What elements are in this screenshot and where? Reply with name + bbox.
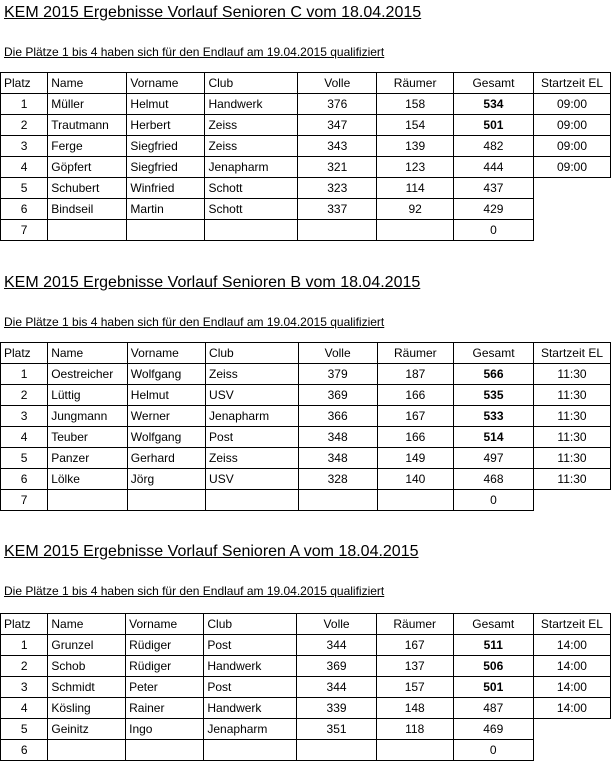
cell-volle: 323 xyxy=(298,178,377,199)
cell-raeumer: 123 xyxy=(377,157,454,178)
cell-name: Schubert xyxy=(48,178,127,199)
cell-gesamt: 482 xyxy=(453,136,533,157)
cell-raeumer: 157 xyxy=(376,677,453,698)
section-title: KEM 2015 Ergebnisse Vorlauf Senioren C vom 18.04.2015 xyxy=(4,4,422,21)
cell-club: Zeiss xyxy=(205,115,298,136)
qualification-note: Die Plätze 1 bis 4 haben sich für den Endlauf am 19.04.2015 qualifiziert xyxy=(4,584,385,598)
section-title: KEM 2015 Ergebnisse Vorlauf Senioren A vom 18.04.2015 xyxy=(4,543,419,560)
table-row xyxy=(1,220,611,241)
cell-gesamt: 0 xyxy=(453,220,533,241)
table-row xyxy=(1,364,611,385)
cell-raeumer xyxy=(377,490,453,511)
cell-volle: 328 xyxy=(298,469,377,490)
cell-gesamt: 535 xyxy=(454,385,534,406)
cell-platz: 5 xyxy=(1,448,48,469)
header-startzeit: Startzeit EL xyxy=(533,343,610,364)
cell-club: Zeiss xyxy=(206,448,299,469)
cell-startzeit: 14:00 xyxy=(533,656,610,677)
cell-raeumer: 166 xyxy=(377,427,453,448)
cell-startzeit: 14:00 xyxy=(533,635,610,656)
table-row xyxy=(1,385,611,406)
table-row xyxy=(1,740,611,761)
cell-vorname: Martin xyxy=(127,199,205,220)
table-row xyxy=(1,469,611,490)
cell-platz: 4 xyxy=(1,698,48,719)
header-raeumer: Räumer xyxy=(377,73,454,94)
cell-raeumer: 148 xyxy=(376,698,453,719)
qualification-note: Die Plätze 1 bis 4 haben sich für den Endlauf am 19.04.2015 qualifiziert xyxy=(4,315,385,329)
header-row xyxy=(1,614,611,635)
cell-startzeit xyxy=(533,740,610,761)
table-row xyxy=(1,719,611,740)
cell-gesamt: 497 xyxy=(454,448,534,469)
cell-volle: 321 xyxy=(298,157,377,178)
cell-volle: 369 xyxy=(297,656,377,677)
cell-club xyxy=(206,490,299,511)
cell-volle xyxy=(298,220,377,241)
cell-vorname: Wolfgang xyxy=(127,427,205,448)
cell-platz: 1 xyxy=(1,94,48,115)
cell-gesamt: 0 xyxy=(453,740,533,761)
cell-gesamt: 533 xyxy=(454,406,534,427)
cell-raeumer: 92 xyxy=(377,199,454,220)
table-row xyxy=(1,115,611,136)
qualification-note: Die Plätze 1 bis 4 haben sich für den Endlauf am 19.04.2015 qualifiziert xyxy=(4,45,385,59)
cell-name: Schob xyxy=(48,656,126,677)
cell-raeumer: 139 xyxy=(377,136,454,157)
results-table xyxy=(0,613,611,761)
cell-vorname: Winfried xyxy=(127,178,205,199)
header-platz: Platz xyxy=(1,73,48,94)
cell-gesamt: 0 xyxy=(454,490,534,511)
cell-name xyxy=(48,490,128,511)
cell-platz: 7 xyxy=(1,220,48,241)
header-volle: Volle xyxy=(297,614,377,635)
cell-gesamt: 444 xyxy=(453,157,533,178)
cell-volle: 344 xyxy=(297,635,377,656)
cell-name xyxy=(48,220,127,241)
cell-platz: 2 xyxy=(1,656,48,677)
cell-volle: 339 xyxy=(297,698,377,719)
results-table xyxy=(0,342,611,511)
section-title: KEM 2015 Ergebnisse Vorlauf Senioren B vom 18.04.2015 xyxy=(4,274,421,291)
cell-gesamt: 501 xyxy=(453,677,533,698)
cell-club: Schott xyxy=(205,178,298,199)
cell-vorname: Rüdiger xyxy=(126,635,204,656)
header-volle: Volle xyxy=(298,73,377,94)
cell-name: Bindseil xyxy=(48,199,127,220)
cell-platz: 3 xyxy=(1,136,48,157)
cell-volle: 348 xyxy=(298,448,377,469)
cell-name: Ferge xyxy=(48,136,127,157)
table-row xyxy=(1,157,611,178)
cell-name: Schmidt xyxy=(48,677,126,698)
cell-raeumer: 140 xyxy=(377,469,453,490)
cell-volle: 337 xyxy=(298,199,377,220)
cell-club: Zeiss xyxy=(205,136,298,157)
table-row xyxy=(1,677,611,698)
cell-startzeit: 09:00 xyxy=(533,157,610,178)
cell-gesamt: 501 xyxy=(453,115,533,136)
cell-gesamt: 487 xyxy=(453,698,533,719)
cell-startzeit: 09:00 xyxy=(533,115,610,136)
header-raeumer: Räumer xyxy=(377,343,453,364)
cell-name: Geinitz xyxy=(48,719,126,740)
cell-vorname xyxy=(127,220,205,241)
cell-platz: 6 xyxy=(1,469,48,490)
cell-volle: 344 xyxy=(297,677,377,698)
table-row xyxy=(1,178,611,199)
cell-name: Oestreicher xyxy=(48,364,128,385)
cell-gesamt: 534 xyxy=(453,94,533,115)
header-club: Club xyxy=(205,73,298,94)
cell-volle xyxy=(298,490,377,511)
header-startzeit: Startzeit EL xyxy=(533,73,610,94)
cell-volle: 376 xyxy=(298,94,377,115)
cell-vorname: Peter xyxy=(126,677,204,698)
cell-startzeit: 11:30 xyxy=(533,385,610,406)
cell-volle: 379 xyxy=(298,364,377,385)
cell-raeumer: 167 xyxy=(376,635,453,656)
cell-raeumer: 137 xyxy=(376,656,453,677)
cell-gesamt: 429 xyxy=(453,199,533,220)
cell-startzeit: 14:00 xyxy=(533,677,610,698)
cell-volle: 348 xyxy=(298,427,377,448)
cell-vorname: Gerhard xyxy=(127,448,205,469)
cell-vorname: Jörg xyxy=(127,469,205,490)
header-platz: Platz xyxy=(1,343,48,364)
header-club: Club xyxy=(206,343,299,364)
table-row xyxy=(1,136,611,157)
cell-vorname: Herbert xyxy=(127,115,205,136)
cell-platz: 7 xyxy=(1,490,48,511)
cell-gesamt: 514 xyxy=(454,427,534,448)
cell-raeumer: 187 xyxy=(377,364,453,385)
table-row xyxy=(1,656,611,677)
cell-name: Trautmann xyxy=(48,115,127,136)
cell-club: Handwerk xyxy=(205,94,298,115)
cell-club: Jenapharm xyxy=(205,157,298,178)
cell-startzeit: 09:00 xyxy=(533,136,610,157)
cell-vorname: Werner xyxy=(127,406,205,427)
cell-club: USV xyxy=(206,469,299,490)
cell-gesamt: 506 xyxy=(453,656,533,677)
cell-raeumer: 118 xyxy=(376,719,453,740)
cell-vorname: Helmut xyxy=(127,94,205,115)
cell-startzeit: 09:00 xyxy=(533,94,610,115)
header-name: Name xyxy=(48,343,128,364)
table-row xyxy=(1,635,611,656)
cell-name: Panzer xyxy=(48,448,128,469)
cell-platz: 5 xyxy=(1,178,48,199)
cell-platz: 6 xyxy=(1,740,48,761)
cell-vorname: Helmut xyxy=(127,385,205,406)
cell-name: Göpfert xyxy=(48,157,127,178)
table-row xyxy=(1,490,611,511)
cell-club: USV xyxy=(206,385,299,406)
cell-raeumer: 158 xyxy=(377,94,454,115)
cell-club: Handwerk xyxy=(204,656,297,677)
table-row xyxy=(1,427,611,448)
cell-platz: 1 xyxy=(1,635,48,656)
cell-gesamt: 469 xyxy=(453,719,533,740)
cell-club: Schott xyxy=(205,199,298,220)
cell-startzeit xyxy=(533,199,610,220)
cell-platz: 6 xyxy=(1,199,48,220)
cell-name: Lüttig xyxy=(48,385,128,406)
cell-platz: 2 xyxy=(1,385,48,406)
cell-vorname: Siegfried xyxy=(127,157,205,178)
cell-club: Zeiss xyxy=(206,364,299,385)
cell-raeumer xyxy=(376,740,453,761)
cell-platz: 1 xyxy=(1,364,48,385)
cell-club: Handwerk xyxy=(204,698,297,719)
table-row xyxy=(1,94,611,115)
cell-vorname: Ingo xyxy=(126,719,204,740)
cell-platz: 4 xyxy=(1,427,48,448)
cell-startzeit: 11:30 xyxy=(533,364,610,385)
cell-raeumer: 154 xyxy=(377,115,454,136)
cell-platz: 3 xyxy=(1,406,48,427)
cell-startzeit xyxy=(533,220,610,241)
cell-gesamt: 437 xyxy=(453,178,533,199)
header-vorname: Vorname xyxy=(127,73,205,94)
cell-vorname xyxy=(126,740,204,761)
table-row xyxy=(1,448,611,469)
cell-club xyxy=(204,740,297,761)
cell-vorname: Rüdiger xyxy=(126,656,204,677)
cell-volle: 366 xyxy=(298,406,377,427)
header-platz: Platz xyxy=(1,614,48,635)
cell-startzeit xyxy=(533,719,610,740)
header-gesamt: Gesamt xyxy=(453,614,533,635)
cell-name: Lölke xyxy=(48,469,128,490)
header-startzeit: Startzeit EL xyxy=(533,614,610,635)
header-name: Name xyxy=(48,73,127,94)
cell-club: Post xyxy=(204,635,297,656)
cell-startzeit xyxy=(533,490,610,511)
cell-volle xyxy=(297,740,377,761)
cell-platz: 5 xyxy=(1,719,48,740)
cell-startzeit: 11:30 xyxy=(533,406,610,427)
header-raeumer: Räumer xyxy=(376,614,453,635)
table-row xyxy=(1,698,611,719)
cell-name xyxy=(48,740,126,761)
header-gesamt: Gesamt xyxy=(453,73,533,94)
table-row xyxy=(1,406,611,427)
cell-vorname xyxy=(127,490,205,511)
cell-club: Post xyxy=(204,677,297,698)
cell-raeumer: 114 xyxy=(377,178,454,199)
header-gesamt: Gesamt xyxy=(454,343,534,364)
cell-raeumer: 166 xyxy=(377,385,453,406)
header-vorname: Vorname xyxy=(126,614,204,635)
cell-gesamt: 468 xyxy=(454,469,534,490)
cell-raeumer xyxy=(377,220,454,241)
header-club: Club xyxy=(204,614,297,635)
cell-name: Teuber xyxy=(48,427,128,448)
cell-name: Jungmann xyxy=(48,406,128,427)
cell-volle: 369 xyxy=(298,385,377,406)
cell-club: Jenapharm xyxy=(206,406,299,427)
header-row xyxy=(1,73,611,94)
cell-platz: 3 xyxy=(1,677,48,698)
header-name: Name xyxy=(48,614,126,635)
cell-raeumer: 149 xyxy=(377,448,453,469)
cell-club: Post xyxy=(206,427,299,448)
cell-gesamt: 511 xyxy=(453,635,533,656)
cell-volle: 343 xyxy=(298,136,377,157)
cell-club: Jenapharm xyxy=(204,719,297,740)
results-table xyxy=(0,72,611,241)
cell-vorname: Siegfried xyxy=(127,136,205,157)
cell-platz: 2 xyxy=(1,115,48,136)
cell-name: Kösling xyxy=(48,698,126,719)
cell-raeumer: 167 xyxy=(377,406,453,427)
cell-volle: 351 xyxy=(297,719,377,740)
cell-vorname: Rainer xyxy=(126,698,204,719)
cell-platz: 4 xyxy=(1,157,48,178)
cell-gesamt: 566 xyxy=(454,364,534,385)
table-row xyxy=(1,199,611,220)
cell-startzeit: 14:00 xyxy=(533,698,610,719)
cell-club xyxy=(205,220,298,241)
cell-startzeit: 11:30 xyxy=(533,427,610,448)
header-volle: Volle xyxy=(298,343,377,364)
header-vorname: Vorname xyxy=(127,343,205,364)
cell-startzeit: 11:30 xyxy=(533,448,610,469)
cell-vorname: Wolfgang xyxy=(127,364,205,385)
cell-startzeit xyxy=(533,178,610,199)
cell-name: Müller xyxy=(48,94,127,115)
cell-name: Grunzel xyxy=(48,635,126,656)
header-row xyxy=(1,343,611,364)
cell-startzeit: 11:30 xyxy=(533,469,610,490)
cell-volle: 347 xyxy=(298,115,377,136)
